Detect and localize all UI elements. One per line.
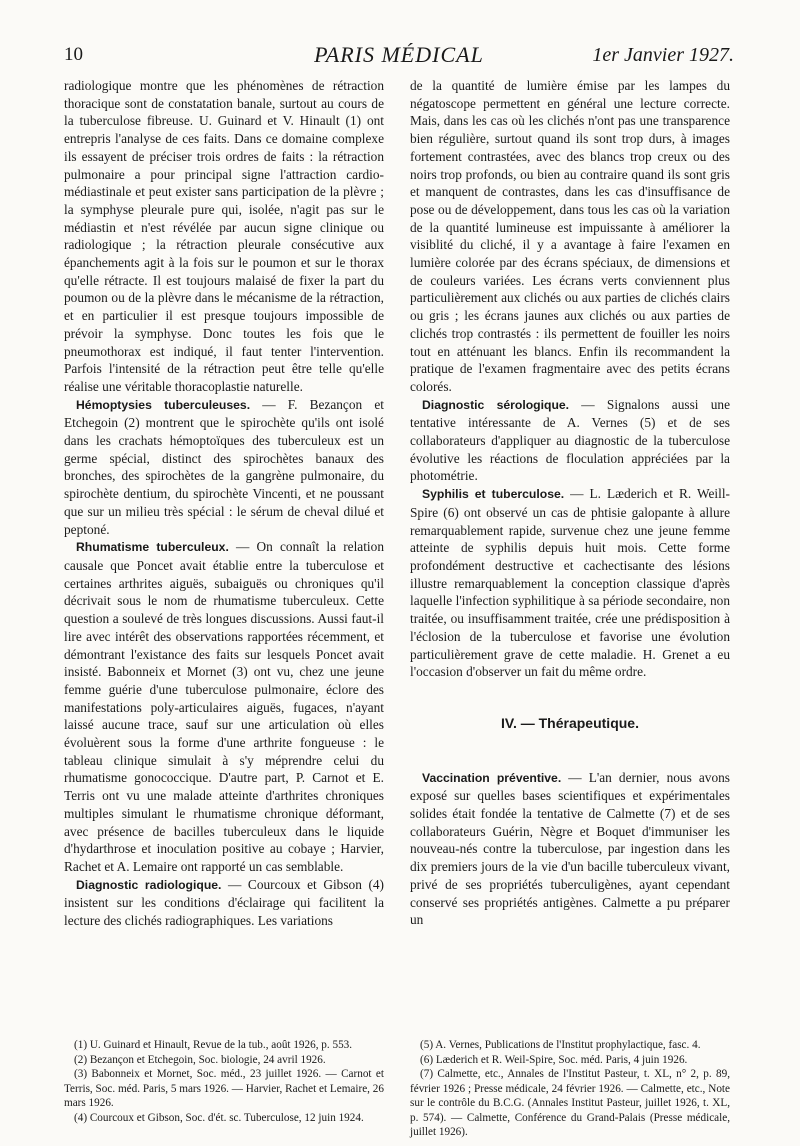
- footnote: (6) Læderich et R. Weil-Spire, Soc. méd. Paris, 4 juin 1926.: [420, 1053, 688, 1066]
- paragraph: [410, 769, 730, 929]
- footnote: (4) Courcoux et Gibson, Soc. d'ét. sc. Tuberculose, 12 juin 1924.: [74, 1111, 364, 1124]
- section-title: IV. — Thérapeutique.: [501, 714, 639, 731]
- right-column: [410, 77, 730, 929]
- footnotes-right: [410, 1038, 730, 1140]
- paragraph-text: — L'an dernier, nous avons exposé sur quelles bases scientifiques et expérimentales solides était fondée la tentative de Calmette (7) et de ses collaborateurs Guérin, Nègre et Boquet d'immuniser les nouveau-nés contre la tuberculose, par ingestion dans les dix premiers jours de la vie d'un bacille tuberculeux vivant, privé de ses propriétés tuberculigènes, ayant cependant conservé ses propriétés antigènes. Calmette a pu préparer un: [410, 769, 730, 928]
- paragraph: [64, 538, 384, 875]
- section-heading: Rhumatisme tuberculeux.: [76, 540, 229, 555]
- paragraph: de la quantité de lumière émise par les lampes du négatoscope permettent en général une lecture correcte. Mais, dans les cas où les clichés n'ont pas une transparence bien régulière, surtout quand ils sont trop durs, à images fortement contrastées, avec des blancs trop creux ou des noirs trop profonds, ou bien au contraire quand ils sont gris et manquent de contrastes, dans les cas d'insuffisance de pose ou de développement, dans tous les cas où la variation de la quantité lumineuse est impuissante à améliorer la visiblité du cliché, il y a avantage à faire l'examen en lumière colorée par des écrans spéciaux, de dimensions et de couleurs variées. Les écrans verts conviennent plus particulièrement aux clichés ou aux parties de clichés clairs ou gris ; les écrans jaunes aux clichés ou aux parties de clichés trop contrastés : ils permettent de fouiller les noirs tout en atténuant les blancs. Enfin ils recommandent la pratique de l'examen fragmentaire avec des petits écrans colorés.: [410, 78, 730, 394]
- section-heading: Hémoptysies tuberculeuses.: [76, 397, 251, 412]
- paragraph-text: — On connaît la relation causale que Poncet avait établie entre la tuberculose et certaines arthrites aiguës, subaiguës ou chroniques qu'il décrivait sous le nom de rhumatisme tuberculeux. Cette question a soulevé de très longues discussions. Aussi faut-il lire avec intérêt des observations rapportées récemment, et démontrant l'existance des faits sur lesquels Poncet avait insisté. Babonneix et Mornet (3) ont vu, chez une jeune femme guérie d'une tuberculose pulmonaire, éclore des manifestations poly-articulaires aiguës, fugaces, n'ayant laissé aucune trace, sauf sur une articulation où elles évoluèrent sous la forme d'une arthrite fongueuse : le tableau clinique simulait à s'y méprendre celui du rhumatisme gonococcique. D'autre part, P. Carnot et E. Terris ont vu une malade atteinte d'arthrites chroniques multiples simulant le rhumatisme chronique déformant, avec présence de bacilles tuberculeux dans le liquide d'hydarthrose et inoculation positive au cobaye ; Harvier, Rachet et A. Lemaire ont rapporté un cas semblable.: [64, 539, 384, 874]
- section-heading: Vaccination préventive.: [422, 770, 562, 785]
- left-column: [64, 77, 384, 930]
- paragraph-text: — Signalons aussi une tentative intéressante de A. Vernes (5) et de ses collaborateurs d'appliquer au diagnostic de la tuberculose évolutive les réactions de floculation appréciées par la photométrie.: [410, 396, 730, 484]
- paragraph-text: — L. Læderich et R. Weill-Spire (6) ont observé un cas de phtisie galopante à allure remarquablement rapide, survenue chez une jeune femme atteinte de syphilis depuis huit mois. Cette forme profondément destructive et cachectisante des lésions illustre remarquablement la conception classique d'après laquelle l'infection syphilitique à sa période secondaire, non traitée, ou insuffisamment traitée, crée une prédisposition à l'éclosion de la tuberculose et favorise une évolution particulièrement grave de cette maladie. H. Grenet a eu l'occasion d'observer un fait du même ordre.: [410, 486, 730, 680]
- paragraph: [410, 396, 730, 486]
- paragraph: [64, 396, 384, 539]
- issue-date: 1er Janvier 1927.: [592, 44, 734, 66]
- paragraph-text: — Courcoux et Gibson (4) insistent sur les conditions d'éclairage qui facilitent la lecture des clichés radiographiques. Les variations: [64, 876, 384, 929]
- footnote: (2) Bezançon et Etchegoin, Soc. biologie, 24 avril 1926.: [74, 1053, 326, 1066]
- paragraph: [410, 485, 730, 681]
- paragraph-text: — F. Bezançon et Etchegoin (2) montrent que le spirochète qu'ils ont isolé dans les crachats hémoptoïques des tuberculeux est un germe spécial, distinct des spirochètes banaux des bronches, des spirochètes de la gangrène pulmonaire, du spirochète dentium, du spirochète Vincenti, et ne poussant que sur un milieu très spécial : le sérum de cheval dilué et peptoné.: [64, 396, 384, 537]
- footnotes-left: [64, 1038, 384, 1125]
- paragraph: radiologique montre que les phénomènes de rétraction thoracique sont de constatation banale, surtout au cours de la tuberculose fibreuse. U. Guinard et V. Hinault (1) ont entrepris l'analyse de ces faits. Dans ce domaine complexe ils essayent de préciser trois ordres de faits : la rétraction pulmonaire a pour principal signe l'attraction cardio-médiastinale et peut exister sans participation de la plèvre ; la symphyse pleurale pure qui, isolée, n'agit pas sur le médiastin et n'est révélée par aucun signe clinique ou radiologique ; la rétraction pleurale consécutive aux épanchements agit à la fois sur le poumon et sur le thorax qu'elle rétracte. Il est toujours malaisé de fixer la part du poumon ou de la plèvre dans le mécanisme de la rétraction, et en particulier il est presque toujours impossible de prévoir la symphyse. Donc toutes les fois que le pneumothorax est indiqué, il faut tenter l'intervention. Parfois l'intensité de la rétraction peut être telle qu'elle réalise une véritable thoracoplastie naturelle.: [64, 78, 384, 394]
- page-number: 10: [64, 44, 83, 65]
- journal-title: PARIS MÉDICAL: [314, 42, 484, 67]
- section-heading: Diagnostic radiologique.: [76, 877, 222, 892]
- paragraph: [64, 876, 384, 930]
- footnote: (3) Babonneix et Mornet, Soc. méd., 23 juillet 1926. — Carnot et Terris, Soc. méd. Paris, 5 mars 1926. — Harvier, Rachet et Lemaire, 26 mars 1926.: [64, 1068, 384, 1109]
- footnote: (7) Calmette, etc., Annales de l'Institut Pasteur, t. XL, n° 2, p. 89, février 1926 ; Presse médicale, 24 février 1926. — Calmette, etc., Note sur le contrôle du B.C.G. (Annales Institut Pasteur, juillet 1926, t. XL, p. 574). — Calmette, Conférence du Grand-Palais (Presse médicale, juillet 1926).: [410, 1068, 730, 1138]
- footnote: (1) U. Guinard et Hinault, Revue de la tub., août 1926, p. 553.: [74, 1039, 353, 1051]
- section-heading: Diagnostic sérologique.: [422, 397, 570, 412]
- section-heading: Syphilis et tuberculose.: [422, 487, 565, 502]
- footnote: (5) A. Vernes, Publications de l'Institut prophylactique, fasc. 4.: [420, 1039, 701, 1051]
- page-header: [64, 42, 734, 72]
